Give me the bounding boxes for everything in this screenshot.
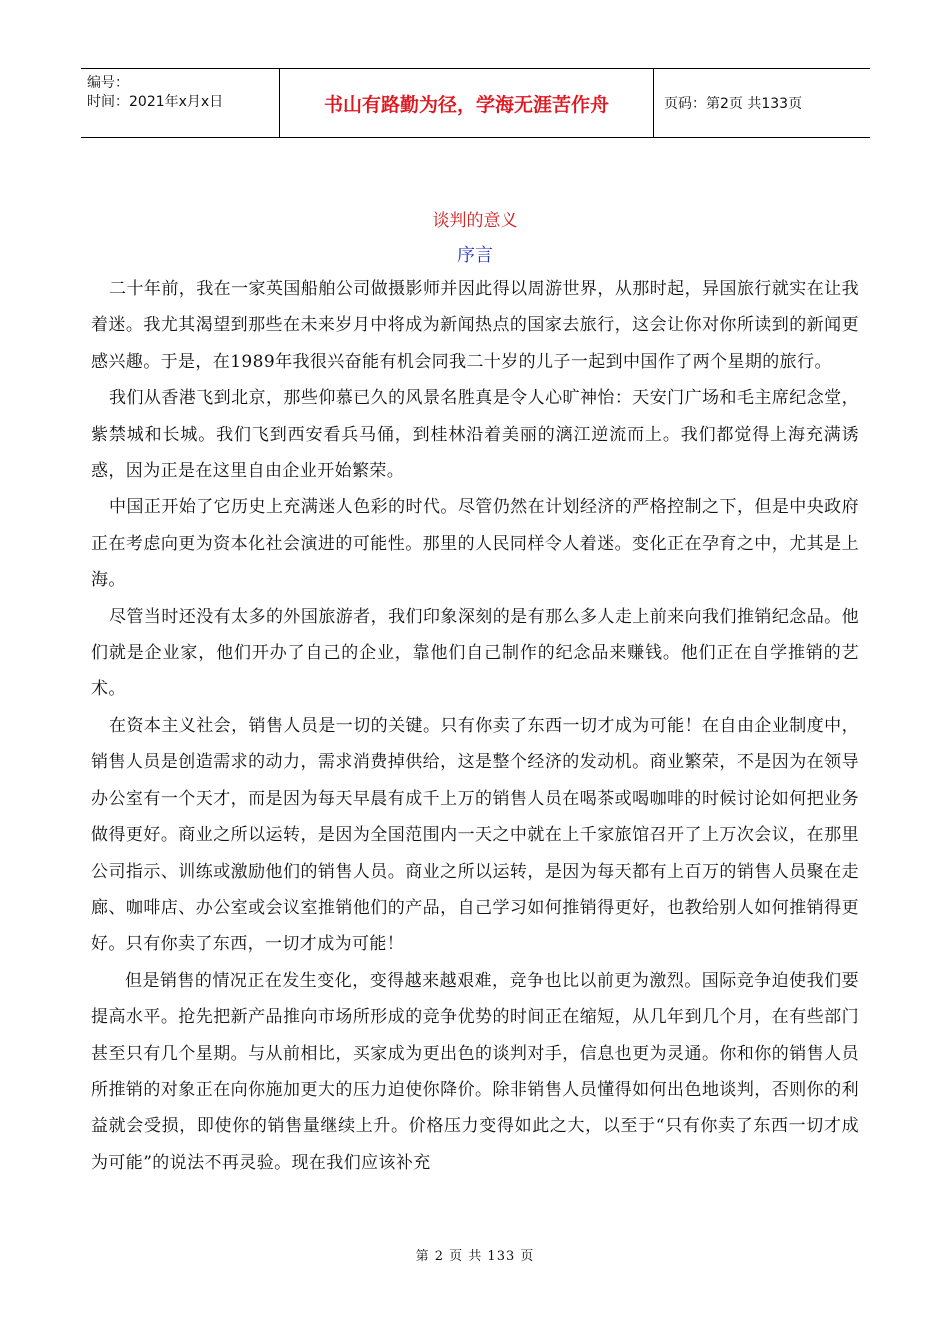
document-subtitle: 序言	[457, 245, 493, 266]
page-header	[81, 68, 870, 138]
paragraph: 我们从香港飞到北京，那些仰慕已久的风景名胜真是令人心旷神怡：天安门广场和毛主席纪念堂，紫禁城和长城。我们飞到西安看兵马俑，到桂林沿着美丽的漓江逆流而上。我们都觉得上海充满诱惑，因为正是在这里自由企业开始繁荣。	[91, 388, 859, 482]
document-number-label: 编号：	[87, 75, 129, 91]
header-page-info: 页码：第2页 共133页	[664, 96, 803, 112]
paragraph: 在资本主义社会，销售人员是一切的关键。只有你卖了东西一切才成为可能！在自由企业制度中，销售人员是创造需求的动力，需求消费掉供给，这是整个经济的发动机。商业繁荣，不是因为在领导办公室有一个天才，而是因为每天早晨有成千上万的销售人员在喝茶或喝咖啡的时候讨论如何把业务做得更好。商业之所以运转，是因为全国范围内一天之中就在上千家旅馆召开了上万次会议，在那里公司指示、训练或激励他们的销售人员。商业之所以运转，是因为每天都有上百万的销售人员聚在走廊、咖啡店、办公室或会议室推销他们的产品，自己学习如何推销得更好，也教给别人如何推销得更好。只有你卖了东西，一切才成为可能！	[91, 715, 859, 955]
paragraph: 中国正开始了它历史上充满迷人色彩的时代。尽管仍然在计划经济的严格控制之下，但是中央政府正在考虑向更为资本化社会演进的可能性。那里的人民同样令人着迷。变化正在孕育之中，尤其是上海。	[91, 497, 859, 591]
document-body	[91, 271, 859, 1181]
paragraph: 二十年前，我在一家英国船舶公司做摄影师并因此得以周游世界，从那时起，异国旅行就实在让我着迷。我尤其渴望到那些在未来岁月中将成为新闻热点的国家去旅行，这会让你对你所读到的新闻更感兴趣。于是，在1989年我很兴奋能有机会同我二十岁的儿子一起到中国作了两个星期的旅行。	[91, 279, 859, 372]
paragraph: 但是销售的情况正在发生变化，变得越来越艰难，竞争也比以前更为激烈。国际竞争迫使我们要提高水平。抢先把新产品推向市场所形成的竞争优势的时间正在缩短，从几年到几个月，在有些部门甚至只有几个星期。与从前相比，买家成为更出色的谈判对手，信息也更为灵通。你和你的销售人员所推销的对象正在向你施加更大的压力迫使你降价。除非销售人员懂得如何出色地谈判，否则你的利益就会受损，即使你的销售量继续上升。价格压力变得如此之大，以至于“只有你卖了东西一切才成为可能”的说法不再灵验。现在我们应该补充	[91, 970, 859, 1173]
header-meta	[81, 69, 280, 137]
header-motto: 书山有路勤为径，学海无涯苦作舟	[280, 69, 654, 137]
page-footer: 第 2 页 共 133 页	[415, 1249, 535, 1264]
document-title: 谈判的意义	[432, 211, 518, 231]
document-date: 时间：2021年x月x日	[87, 94, 224, 110]
paragraph: 尽管当时还没有太多的外国旅游者，我们印象深刻的是有那么多人走上前来向我们推销纪念品。他们就是企业家，他们开办了自己的企业，靠他们自己制作的纪念品来赚钱。他们正在自学推销的艺术。	[91, 606, 859, 700]
